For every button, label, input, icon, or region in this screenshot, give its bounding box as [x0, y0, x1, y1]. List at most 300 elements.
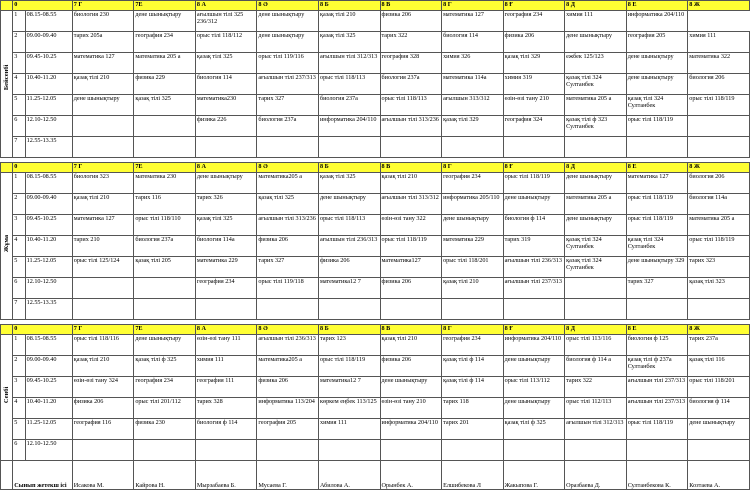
lesson-cell: қазақ тілі 210: [380, 335, 442, 356]
class-header: 8 Ғ: [503, 325, 565, 335]
lesson-number: 3: [13, 377, 25, 398]
lesson-cell: химия 111: [318, 419, 380, 440]
homeroom-teacher: Мусаева Г.: [257, 461, 319, 490]
lesson-row: [1, 137, 750, 158]
lesson-cell: математика127: [380, 257, 442, 278]
lesson-cell: орыс тілі 118/119: [688, 236, 750, 257]
lesson-cell: тарих 327: [626, 278, 688, 299]
lesson-number: 5: [13, 419, 25, 440]
lesson-cell: математика205 а: [257, 173, 319, 194]
class-header: 8 Е: [626, 325, 688, 335]
day-label: [1, 11, 13, 158]
lesson-row: [1, 116, 750, 137]
lesson-cell: биология 237а: [134, 236, 196, 257]
lesson-cell: тарих 328: [195, 398, 257, 419]
homeroom-label: Сынып жетекш ісі: [13, 461, 72, 490]
lesson-cell: орыс тілі 118/119: [503, 173, 565, 194]
lesson-cell: қазақ тілі 324 Султанбек: [626, 236, 688, 257]
lesson-cell: математика 229: [195, 257, 257, 278]
lesson-cell: химия 111: [565, 11, 627, 32]
class-header: 8 Ғ: [503, 163, 565, 173]
lesson-time: 10.40-11.20: [25, 398, 72, 419]
lesson-row: [1, 398, 750, 419]
lesson-number: 6: [13, 440, 25, 461]
lesson-cell: ағылшын тілі 236/313: [257, 335, 319, 356]
homeroom-teacher: Султанбекова К.: [626, 461, 688, 490]
lesson-cell: география 234: [134, 32, 196, 53]
lesson-cell: [257, 440, 319, 461]
lesson-cell: биология ф 114 а: [565, 356, 627, 377]
lesson-cell: орыс тілі 118/119: [626, 116, 688, 137]
class-header: 7 Г: [72, 163, 134, 173]
lesson-cell: химия 319: [503, 74, 565, 95]
lesson-cell: биология 323: [72, 173, 134, 194]
day-label: [1, 173, 13, 320]
lesson-cell: қазақ тілі 210: [72, 194, 134, 215]
header-zero: 0: [13, 163, 72, 173]
lesson-cell: орыс тілі 113/112: [503, 377, 565, 398]
class-header: 8 Е: [626, 1, 688, 11]
lesson-cell: орыс тілі 118/201: [442, 257, 504, 278]
class-header: 8 В: [380, 325, 442, 335]
lesson-cell: [134, 137, 196, 158]
lesson-cell: информатика 204/110: [503, 335, 565, 356]
lesson-time: 09.00-09.40: [25, 194, 72, 215]
lesson-cell: математика12 7: [318, 278, 380, 299]
lesson-row: [1, 257, 750, 278]
lesson-cell: қазақ тілі 325: [257, 194, 319, 215]
lesson-row: [1, 194, 750, 215]
lesson-cell: тарих 116: [134, 194, 196, 215]
lesson-cell: [688, 299, 750, 320]
class-header: 8 Б: [318, 163, 380, 173]
lesson-cell: ағылшын тілі 237/313: [503, 278, 565, 299]
lesson-cell: география 234: [195, 278, 257, 299]
lesson-cell: математика 127: [72, 215, 134, 236]
lesson-cell: қазақ тілі 324 Султанбек: [626, 95, 688, 116]
lesson-cell: орыс тілі 201/112: [134, 398, 196, 419]
header-zero: 0: [13, 325, 72, 335]
lesson-cell: математика230: [195, 95, 257, 116]
lesson-cell: орыс тілі 118/119: [626, 215, 688, 236]
lesson-cell: биология ф 114: [688, 398, 750, 419]
class-header: 8 Е: [626, 163, 688, 173]
lesson-time: 09.45-10.25: [25, 53, 72, 74]
lesson-cell: орыс тілі 118/113: [318, 215, 380, 236]
lesson-cell: физика 206: [257, 377, 319, 398]
lesson-cell: математика12 7: [318, 377, 380, 398]
day-label: [1, 335, 13, 461]
lesson-number: 4: [13, 236, 25, 257]
day-name: Жұма: [3, 234, 11, 252]
lesson-cell: география 234: [134, 377, 196, 398]
lesson-cell: дене шынықтыру: [442, 215, 504, 236]
lesson-cell: дене шынықтыру: [134, 11, 196, 32]
corner-cell: [1, 163, 13, 173]
lesson-number: 3: [13, 53, 25, 74]
lesson-cell: қазақ тілі 205: [134, 257, 196, 278]
lesson-cell: математика 127: [72, 53, 134, 74]
class-header: 8 Ғ: [503, 1, 565, 11]
lesson-cell: дене шынықтыру: [565, 215, 627, 236]
class-header: 8 В: [380, 1, 442, 11]
lesson-cell: биология 237а: [380, 74, 442, 95]
lesson-cell: [72, 116, 134, 137]
lesson-cell: тарих 327: [257, 257, 319, 278]
lesson-cell: дене шынықтыру: [688, 419, 750, 440]
lesson-cell: [134, 116, 196, 137]
lesson-cell: қазақ тілі ф 237а Султанбек: [626, 356, 688, 377]
lesson-cell: [72, 278, 134, 299]
lesson-cell: [442, 137, 504, 158]
lesson-cell: [688, 116, 750, 137]
lesson-cell: қазақ тілі ф 325: [503, 419, 565, 440]
lesson-cell: ағылшын тілі 325 236/312: [195, 11, 257, 32]
lesson-cell: қазақ тілі 323: [688, 278, 750, 299]
lesson-cell: биология 230: [72, 11, 134, 32]
lesson-cell: математика 205 а: [134, 53, 196, 74]
class-header: 8 Ә: [257, 325, 319, 335]
lesson-number: 2: [13, 194, 25, 215]
lesson-cell: [380, 137, 442, 158]
class-header: 7Е: [134, 325, 196, 335]
lesson-cell: ағылшын тілі 312/313: [318, 53, 380, 74]
lesson-cell: [318, 299, 380, 320]
lesson-cell: физика 206: [257, 236, 319, 257]
class-header: 8 Г: [442, 163, 504, 173]
lesson-cell: география 111: [195, 377, 257, 398]
lesson-cell: тарих 319: [503, 236, 565, 257]
lesson-cell: математика 205 а: [565, 95, 627, 116]
homeroom-teacher: Козтаева А.: [688, 461, 750, 490]
lesson-cell: өзін-өзі тану 322: [380, 215, 442, 236]
lesson-cell: [380, 299, 442, 320]
lesson-row: [1, 419, 750, 440]
lesson-number: 6: [13, 116, 25, 137]
lesson-cell: физика 226: [195, 116, 257, 137]
lesson-cell: қазақ тілі 324 Султанбек: [565, 257, 627, 278]
homeroom-teacher: Елшибекова Л: [442, 461, 504, 490]
lesson-cell: дене шынықтыру 329: [626, 257, 688, 278]
lesson-row: [1, 335, 750, 356]
lesson-cell: география 205: [257, 419, 319, 440]
lesson-time: 12.55-13.35: [25, 299, 72, 320]
lesson-cell: [626, 299, 688, 320]
lesson-cell: математика 229: [442, 236, 504, 257]
lesson-time: 12.10-12.50: [25, 116, 72, 137]
lesson-cell: қазақ тілі 325: [318, 173, 380, 194]
lesson-cell: тарих 322: [565, 377, 627, 398]
lesson-number: 5: [13, 95, 25, 116]
lesson-cell: орыс тілі 118/119: [380, 236, 442, 257]
lesson-cell: [318, 137, 380, 158]
lesson-cell: қазақ тілі 116: [688, 356, 750, 377]
lesson-cell: физика 206: [318, 257, 380, 278]
lesson-cell: ағылшын тілі 236/313: [503, 257, 565, 278]
lesson-cell: [72, 299, 134, 320]
lesson-number: 2: [13, 356, 25, 377]
lesson-number: 6: [13, 278, 25, 299]
lesson-cell: биология 206: [688, 74, 750, 95]
lesson-number: 1: [13, 335, 25, 356]
lesson-cell: [626, 440, 688, 461]
lesson-cell: дене шынықтыру: [318, 194, 380, 215]
class-header: 8 Ж: [688, 325, 750, 335]
day-name: Бейсенбі: [3, 64, 11, 90]
lesson-cell: тарих 326: [195, 194, 257, 215]
lesson-cell: физика 206: [72, 398, 134, 419]
lesson-cell: [134, 278, 196, 299]
lesson-cell: биология ф 125: [626, 335, 688, 356]
lesson-time: 11.25-12.05: [25, 95, 72, 116]
lesson-row: [1, 278, 750, 299]
lesson-cell: [318, 440, 380, 461]
class-header-row: [1, 1, 750, 11]
lesson-cell: география 205: [626, 32, 688, 53]
lesson-cell: [503, 137, 565, 158]
lesson-time: 12.10-12.50: [25, 440, 72, 461]
lesson-cell: [503, 299, 565, 320]
lesson-cell: [503, 440, 565, 461]
lesson-number: 1: [13, 11, 25, 32]
lesson-row: [1, 356, 750, 377]
class-header: 8 Ә: [257, 1, 319, 11]
lesson-cell: география 328: [380, 53, 442, 74]
lesson-row: [1, 377, 750, 398]
class-header: 8 Д: [565, 325, 627, 335]
lesson-cell: орыс тілі 118/112: [195, 32, 257, 53]
lesson-cell: дене шынықтыру: [565, 173, 627, 194]
lesson-cell: тарих 210: [72, 236, 134, 257]
lesson-cell: тарих 118: [442, 398, 504, 419]
lesson-row: [1, 32, 750, 53]
lesson-time: 09.45-10.25: [25, 215, 72, 236]
lesson-cell: дене шынықтыру: [626, 74, 688, 95]
lesson-cell: ағылшын тілі 237/313: [626, 398, 688, 419]
lesson-cell: орыс тілі 119/116: [257, 53, 319, 74]
lesson-cell: физика 206: [503, 32, 565, 53]
lesson-time: 10.40-11.20: [25, 236, 72, 257]
lesson-cell: дене шынықтыру: [257, 32, 319, 53]
lesson-cell: қазақ тілі 210: [318, 11, 380, 32]
lesson-cell: [195, 137, 257, 158]
class-header: 7 Г: [72, 325, 134, 335]
class-header: 8 Б: [318, 1, 380, 11]
lesson-time: 08.15-08.55: [25, 11, 72, 32]
lesson-cell: дене шынықтыру: [503, 398, 565, 419]
homeroom-teacher: Абилова А.: [318, 461, 380, 490]
lesson-cell: тарих 123: [318, 335, 380, 356]
lesson-row: [1, 11, 750, 32]
lesson-time: 09.00-09.40: [25, 356, 72, 377]
lesson-cell: тарих 205а: [72, 32, 134, 53]
lesson-cell: [257, 299, 319, 320]
class-header: 8 В: [380, 163, 442, 173]
corner-cell: [1, 325, 13, 335]
lesson-cell: өзін-өзі тану 111: [195, 335, 257, 356]
lesson-cell: қазақ тілі ф 323 Султанбек: [565, 116, 627, 137]
lesson-cell: [565, 278, 627, 299]
day-name: Сенбі: [3, 386, 11, 404]
lesson-cell: математика 114а: [442, 74, 504, 95]
lesson-cell: математика 205 а: [565, 194, 627, 215]
lesson-cell: орыс тілі 118/113: [380, 95, 442, 116]
lesson-row: [1, 299, 750, 320]
lesson-cell: [380, 440, 442, 461]
lesson-cell: биология 206: [688, 173, 750, 194]
lesson-cell: қазақ тілі 210: [72, 74, 134, 95]
lesson-cell: химия 326: [442, 53, 504, 74]
lesson-cell: орыс тілі 119/118: [257, 278, 319, 299]
lesson-cell: өзін-өзі тану 324: [72, 377, 134, 398]
header-zero: 0: [13, 1, 72, 11]
lesson-cell: физика 229: [134, 74, 196, 95]
lesson-cell: география 234: [442, 173, 504, 194]
lesson-cell: информатика 204/110: [380, 419, 442, 440]
lesson-time: 12.55-13.35: [25, 137, 72, 158]
class-header: 8 Г: [442, 325, 504, 335]
lesson-cell: қазақ тілі ф 114: [442, 377, 504, 398]
lesson-cell: [195, 440, 257, 461]
lesson-cell: химия 111: [195, 356, 257, 377]
lesson-cell: дене шынықтыру: [380, 377, 442, 398]
lesson-cell: қазақ тілі 210: [380, 173, 442, 194]
lesson-cell: ағылшын 313/312: [442, 95, 504, 116]
lesson-cell: ағылшын тілі 236/313: [318, 236, 380, 257]
lesson-time: 09.45-10.25: [25, 377, 72, 398]
lesson-cell: ағылшын тілі 313/236: [380, 116, 442, 137]
lesson-cell: математика 127: [442, 11, 504, 32]
lesson-cell: биология 237а: [257, 116, 319, 137]
class-header: 8 Ә: [257, 163, 319, 173]
lesson-number: 4: [13, 398, 25, 419]
lesson-cell: география 234: [503, 11, 565, 32]
lesson-cell: биология 114а: [688, 194, 750, 215]
lesson-cell: дене шынықтыру: [503, 356, 565, 377]
lesson-cell: химия 111: [688, 32, 750, 53]
lesson-cell: орыс тілі 118/119: [626, 194, 688, 215]
lesson-cell: [72, 137, 134, 158]
lesson-cell: дене шынықтыру: [257, 11, 319, 32]
lesson-cell: физика 206: [380, 278, 442, 299]
lesson-cell: информатика 204/110: [626, 11, 688, 32]
lesson-cell: [688, 440, 750, 461]
lesson-cell: информатика 204/110: [318, 116, 380, 137]
class-header: 7 Г: [72, 1, 134, 11]
lesson-cell: [442, 299, 504, 320]
homeroom-teacher: Орынбек А.: [380, 461, 442, 490]
homeroom-teacher: Оразбаева Д.: [565, 461, 627, 490]
class-header: 7Е: [134, 163, 196, 173]
lesson-cell: орыс тілі 118/113: [318, 74, 380, 95]
class-header: 8 Б: [318, 325, 380, 335]
lesson-time: 09.00-09.40: [25, 32, 72, 53]
homeroom-row: [1, 461, 750, 490]
lesson-row: [1, 173, 750, 194]
lesson-cell: информатика 205/110: [442, 194, 504, 215]
lesson-cell: орыс тілі 112/113: [565, 398, 627, 419]
lesson-number: 4: [13, 74, 25, 95]
lesson-cell: ағылшын тілі 237/313: [626, 377, 688, 398]
lesson-cell: қазақ тілі ф 325: [134, 356, 196, 377]
lesson-cell: [134, 440, 196, 461]
lesson-cell: орыс тілі 118/119: [318, 356, 380, 377]
lesson-cell: математика 127: [626, 173, 688, 194]
lesson-cell: тарих 237а: [688, 335, 750, 356]
lesson-cell: дене шынықтыру: [134, 335, 196, 356]
lesson-cell: өзін-өзі тану 210: [380, 398, 442, 419]
lesson-cell: дене шынықтыру: [72, 95, 134, 116]
lesson-row: [1, 74, 750, 95]
lesson-cell: [134, 299, 196, 320]
lesson-number: 1: [13, 173, 25, 194]
lesson-cell: қазақ тілі 325: [134, 95, 196, 116]
lesson-cell: қазақ тілі 329: [503, 53, 565, 74]
lesson-cell: математика 230: [134, 173, 196, 194]
lesson-cell: ағылшын тілі 313/236: [257, 215, 319, 236]
lesson-cell: қазақ тілі 325: [195, 215, 257, 236]
lesson-cell: [626, 137, 688, 158]
lesson-cell: биология 114: [195, 74, 257, 95]
lesson-cell: информатика 113/204: [257, 398, 319, 419]
lesson-time: 10.40-11.20: [25, 74, 72, 95]
lesson-row: [1, 215, 750, 236]
lesson-cell: география 234: [442, 335, 504, 356]
lesson-cell: [257, 137, 319, 158]
lesson-cell: ағылшын тілі 237/313: [257, 74, 319, 95]
lesson-cell: биология ф 114: [195, 419, 257, 440]
class-header: 8 Д: [565, 163, 627, 173]
lesson-cell: [72, 440, 134, 461]
lesson-cell: ағылшын тілі 313/312: [380, 194, 442, 215]
lesson-cell: орыс тілі 125/124: [72, 257, 134, 278]
class-header: 8 Д: [565, 1, 627, 11]
lesson-time: 11.25-12.05: [25, 257, 72, 278]
corner-cell: [1, 1, 13, 11]
lesson-number: 3: [13, 215, 25, 236]
lesson-cell: қазақ тілі 329: [442, 116, 504, 137]
lesson-cell: орыс тілі 118/119: [626, 419, 688, 440]
lesson-cell: ежбек 125/123: [565, 53, 627, 74]
lesson-cell: [442, 440, 504, 461]
lesson-row: [1, 236, 750, 257]
lesson-cell: биология 114: [442, 32, 504, 53]
footer-blank: [1, 461, 13, 490]
lesson-cell: дене шынықтыру: [195, 173, 257, 194]
lesson-cell: математика 205 а: [688, 215, 750, 236]
lesson-cell: қазақ тілі 324 Султанбек: [565, 74, 627, 95]
lesson-cell: дене шынықтыру: [626, 53, 688, 74]
lesson-cell: [195, 299, 257, 320]
lesson-cell: қазақ тілі 210: [72, 356, 134, 377]
lesson-cell: қазақ тілі 325: [195, 53, 257, 74]
lesson-cell: тарих 201: [442, 419, 504, 440]
homeroom-teacher: Жакыпова Г.: [503, 461, 565, 490]
class-header-row: [1, 325, 750, 335]
lesson-cell: қазақ тілі 325: [318, 32, 380, 53]
class-header: 8 А: [195, 1, 257, 11]
lesson-row: [1, 440, 750, 461]
lesson-cell: орыс тілі 118/110: [134, 215, 196, 236]
lesson-cell: тарих 327: [257, 95, 319, 116]
lesson-time: 12.10-12.50: [25, 278, 72, 299]
lesson-cell: [565, 137, 627, 158]
lesson-time: 08.15-08.55: [25, 173, 72, 194]
lesson-number: 7: [13, 137, 25, 158]
lesson-cell: орыс тілі 118/119: [688, 95, 750, 116]
lesson-cell: математика205 а: [257, 356, 319, 377]
class-header: 8 А: [195, 325, 257, 335]
